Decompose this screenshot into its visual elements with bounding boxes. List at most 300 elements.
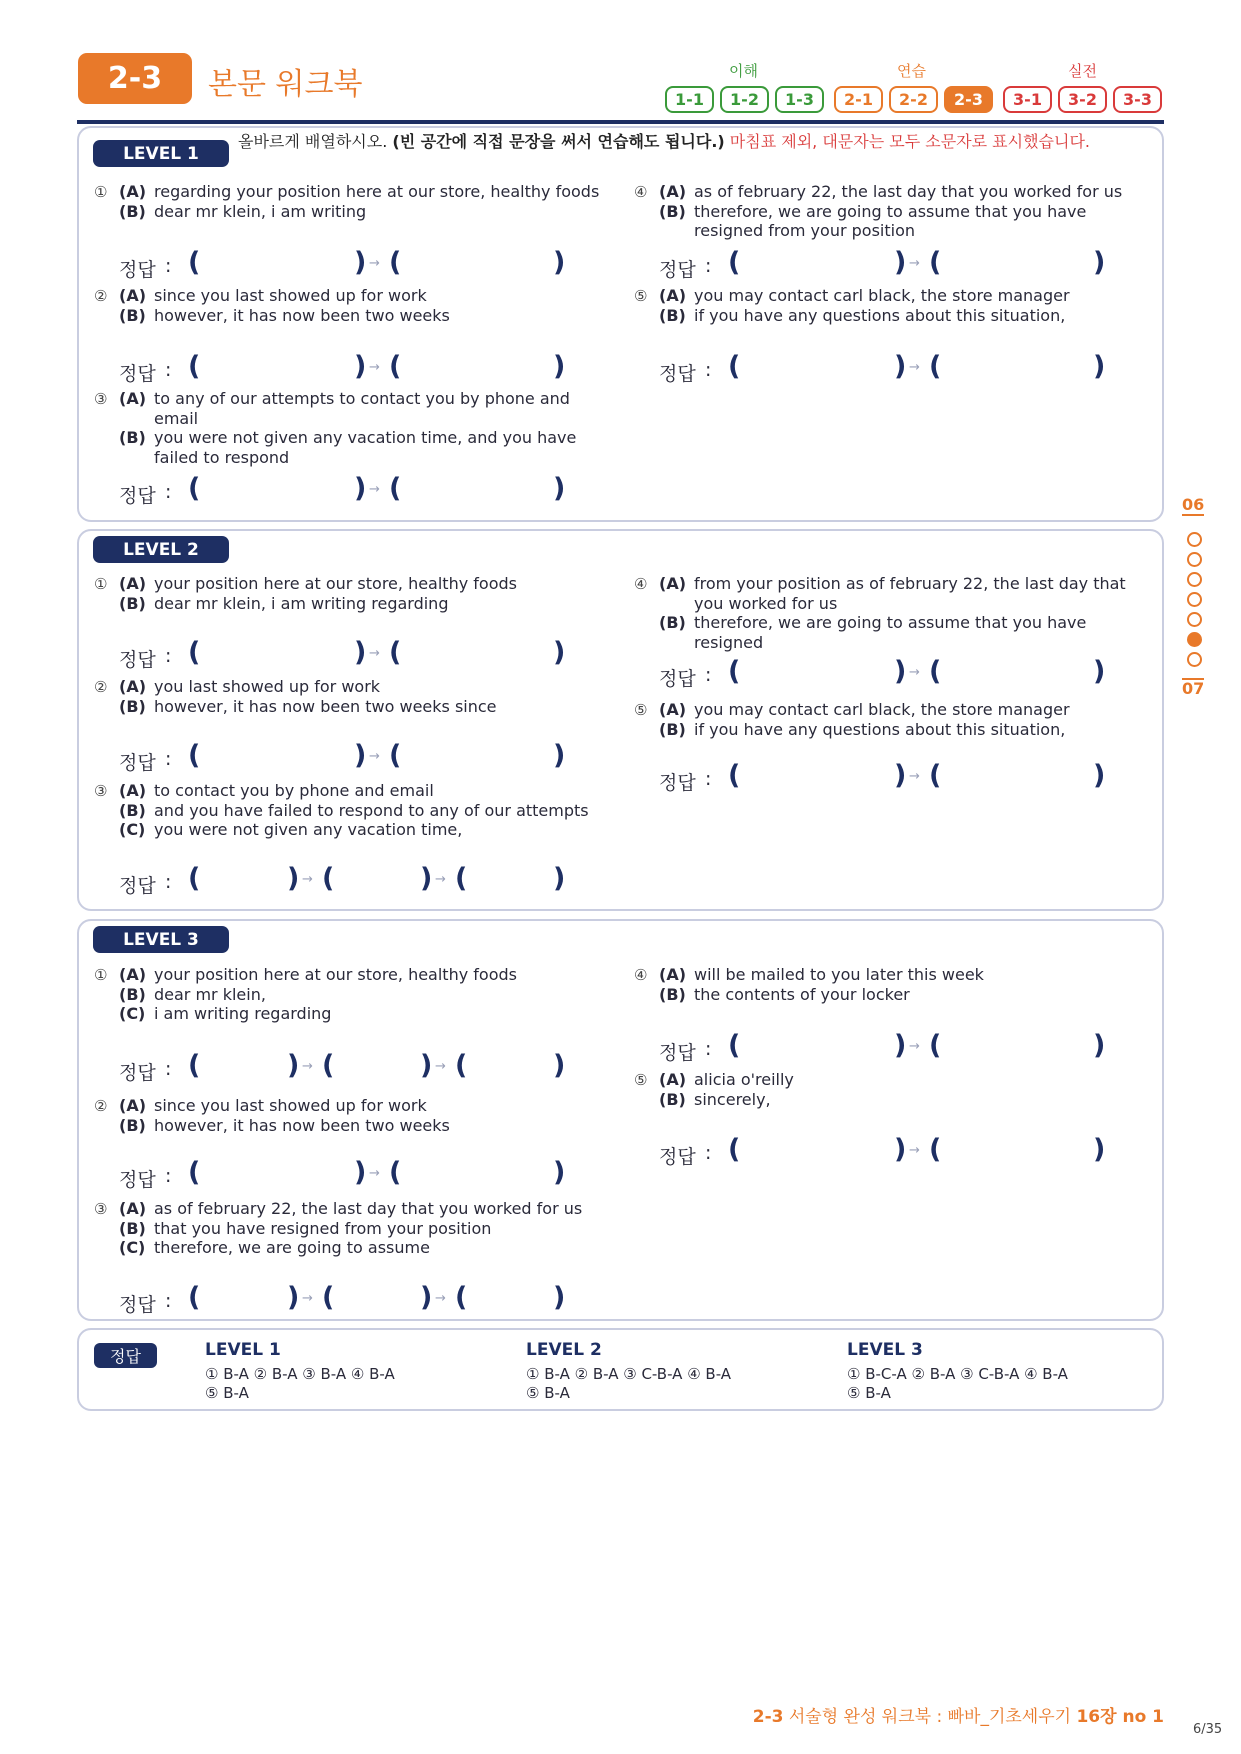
answer-colon: : (165, 1165, 172, 1187)
option-label: (A) (659, 965, 687, 984)
option-label: (B) (119, 800, 146, 820)
option-label: (A) (659, 574, 687, 593)
key-level2-title: LEVEL 2 (526, 1340, 602, 1360)
option-label: (B) (659, 613, 686, 632)
option-label: (B) (119, 1115, 146, 1135)
option-text: i am writing regarding (154, 1004, 332, 1023)
question-line (94, 428, 614, 467)
level2-question-2 (94, 677, 614, 716)
answer-blank-close[interactable]: ) (354, 247, 367, 278)
question-line (94, 1199, 614, 1219)
question-line (94, 594, 614, 614)
side-progress-end: 07 (1182, 679, 1205, 698)
page-number: 6/35 (1193, 1722, 1223, 1737)
question-line (94, 1238, 614, 1258)
option-text: you last showed up for work (154, 677, 381, 696)
option-label: (B) (119, 201, 146, 221)
answer-colon: : (165, 481, 172, 503)
answer-label: 정답 (659, 1042, 696, 1064)
answer-colon: : (165, 645, 172, 667)
answer-label: 정답 (119, 1294, 156, 1316)
option-text: since you last showed up for work (154, 286, 427, 305)
answer-label: 정답 (119, 259, 156, 281)
level2-answer-row-3 (119, 863, 619, 897)
option-label: (B) (119, 696, 146, 716)
answer-blank-close[interactable]: ) (553, 247, 566, 278)
level3-question-5 (634, 1070, 1154, 1109)
option-text: dear mr klein, i am writing regarding (154, 593, 449, 613)
arrow-icon: → (369, 1166, 380, 1181)
arrow-icon: → (909, 1143, 920, 1158)
option-text: and you have failed to respond to any of our attempts (154, 800, 589, 820)
level1-answer-row-3 (119, 473, 619, 507)
option-label: (B) (119, 428, 146, 447)
question-line (94, 965, 614, 985)
key-level1-title: LEVEL 1 (205, 1340, 281, 1360)
answer-blank-open[interactable]: ( (929, 351, 942, 382)
group-label-practice: 연습 (897, 62, 926, 80)
answer-blank-open[interactable]: ( (188, 1282, 201, 1313)
answer-blank-open[interactable]: ( (455, 1050, 468, 1081)
answer-blank-close[interactable]: ) (1093, 656, 1106, 687)
tab-3-1[interactable]: 3-1 (1003, 86, 1052, 113)
question-number: ① (94, 183, 108, 201)
question-line (94, 697, 614, 717)
option-text: however, it has now been two weeks since (154, 696, 497, 716)
answer-blank-open[interactable]: ( (188, 247, 201, 278)
answer-blank-open[interactable]: ( (728, 1134, 741, 1165)
level1-answer-row-4 (659, 247, 1159, 281)
option-text: as of february 22, the last day that you worked for us (694, 182, 1123, 201)
question-number: ⑤ (634, 701, 648, 719)
level3-answer-row-4 (659, 1030, 1159, 1064)
question-line (94, 389, 614, 428)
key-line: ① B-C-A ② B-A ③ C-B-A ④ B-A (847, 1365, 1068, 1383)
question-line (94, 801, 614, 821)
progress-dot (1187, 572, 1202, 587)
answer-blank-close[interactable]: ) (354, 473, 367, 504)
answer-blank-open[interactable]: ( (188, 637, 201, 668)
option-label: (A) (119, 389, 147, 408)
question-number: ② (94, 287, 108, 305)
option-text: your position here at our store, healthy foods (154, 574, 517, 593)
question-line (634, 306, 1154, 326)
answer-blank-open[interactable]: ( (389, 351, 402, 382)
option-text: dear mr klein, (154, 984, 266, 1004)
instruction (238, 132, 1143, 152)
option-text: therefore, we are going to assume that you have resigned (694, 613, 1087, 652)
answer-blank-close[interactable]: ) (354, 740, 367, 771)
answer-blank-close[interactable]: ) (354, 351, 367, 382)
answer-key-badge: 정답 (94, 1343, 157, 1368)
answer-blank-close[interactable]: ) (894, 247, 907, 278)
option-text: dear mr klein, i am writing (154, 201, 367, 221)
answer-colon: : (705, 664, 712, 686)
answer-label: 정답 (659, 668, 696, 690)
level2-answer-row-5 (659, 760, 1159, 794)
answer-label: 정답 (119, 875, 156, 897)
answer-colon: : (705, 359, 712, 381)
arrow-icon: → (909, 665, 920, 680)
instruction-note: 마침표 제외, 대문자는 모두 소문자로 표시했습니다. (724, 132, 1090, 151)
answer-colon: : (705, 255, 712, 277)
group-label-real: 실전 (1068, 62, 1097, 80)
arrow-icon: → (909, 360, 920, 375)
question-number: ③ (94, 1200, 108, 1218)
question-line (94, 1004, 614, 1024)
level3-question-2 (94, 1096, 614, 1135)
level1-answer-row-1 (119, 247, 619, 281)
question-number: ② (94, 678, 108, 696)
answer-blank-open[interactable]: ( (929, 1134, 942, 1165)
tab-2-2[interactable]: 2-2 (889, 86, 938, 113)
level2-question-5 (634, 700, 1154, 739)
option-text: if you have any questions about this situation, (694, 305, 1066, 325)
answer-blank-open[interactable]: ( (322, 863, 335, 894)
footer-chapter: 16장 no 1 (1076, 1707, 1164, 1727)
question-number: ③ (94, 782, 108, 800)
answer-blank-open[interactable]: ( (389, 740, 402, 771)
option-label: (A) (659, 1070, 687, 1089)
level3-answer-row-1 (119, 1050, 619, 1084)
question-line (634, 700, 1154, 720)
answer-blank-close[interactable]: ) (894, 656, 907, 687)
option-label: (A) (659, 286, 687, 305)
question-line (94, 286, 614, 306)
progress-dot (1187, 592, 1202, 607)
question-number: ④ (634, 183, 648, 201)
side-progress-start: 06 (1182, 495, 1205, 514)
option-label: (B) (659, 201, 686, 221)
tab-2-1[interactable]: 2-1 (834, 86, 883, 113)
arrow-icon: → (369, 360, 380, 375)
question-line (94, 677, 614, 697)
answer-blank-close[interactable]: ) (553, 351, 566, 382)
answer-label: 정답 (119, 485, 156, 507)
question-number: ② (94, 1097, 108, 1115)
answer-blank-open[interactable]: ( (728, 760, 741, 791)
option-label: (B) (659, 305, 686, 325)
key-level1-answers (205, 1365, 495, 1403)
tab-2-3[interactable]: 2-3 (944, 86, 993, 113)
answer-blank-close[interactable]: ) (553, 1050, 566, 1081)
question-number: ④ (634, 575, 648, 593)
answer-blank-open[interactable]: ( (188, 863, 201, 894)
option-label: (B) (119, 305, 146, 325)
answer-blank-close[interactable]: ) (1093, 1030, 1106, 1061)
option-text: you may contact carl black, the store manager (694, 286, 1070, 305)
question-line (94, 781, 614, 801)
tab-3-3[interactable]: 3-3 (1113, 86, 1162, 113)
question-line (634, 985, 1154, 1005)
option-text: that you have resigned from your position (154, 1218, 492, 1238)
arrow-icon: → (435, 1291, 446, 1306)
question-line (634, 1090, 1154, 1110)
answer-blank-open[interactable]: ( (389, 637, 402, 668)
answer-blank-close[interactable]: ) (894, 351, 907, 382)
question-line (634, 720, 1154, 740)
level2-answer-row-2 (119, 740, 619, 774)
key-line: ① B-A ② B-A ③ B-A ④ B-A (205, 1365, 395, 1383)
option-label: (A) (659, 700, 687, 719)
answer-colon: : (165, 1290, 172, 1312)
option-label: (A) (119, 677, 147, 696)
question-number: ⑤ (634, 1071, 648, 1089)
question-line (634, 965, 1154, 985)
instruction-main: 올바르게 배열하시오. (238, 132, 393, 151)
answer-blank-close[interactable]: ) (553, 1157, 566, 1188)
option-text: alicia o'reilly (694, 1070, 794, 1089)
answer-blank-close[interactable]: ) (287, 1050, 300, 1081)
header-divider (77, 120, 1164, 124)
question-line (634, 182, 1154, 202)
level2-badge: LEVEL 2 (93, 536, 229, 563)
progress-dot (1187, 532, 1202, 547)
option-text: will be mailed to you later this week (694, 965, 984, 984)
option-text: therefore, we are going to assume that you have resigned from your position (694, 201, 1087, 240)
answer-label: 정답 (119, 649, 156, 671)
option-label: (B) (119, 984, 146, 1004)
question-line (94, 985, 614, 1005)
level3-question-3 (94, 1199, 614, 1258)
question-number: ① (94, 575, 108, 593)
answer-colon: : (165, 359, 172, 381)
question-number: ① (94, 966, 108, 984)
question-line (94, 1219, 614, 1239)
level1-question-5 (634, 286, 1154, 325)
answer-blank-open[interactable]: ( (188, 473, 201, 504)
level1-question-1 (94, 182, 614, 221)
level1-answer-row-5 (659, 351, 1159, 385)
option-text: therefore, we are going to assume (154, 1238, 430, 1257)
progress-dot (1187, 552, 1202, 567)
option-text: however, it has now been two weeks (154, 1115, 450, 1135)
answer-colon: : (705, 768, 712, 790)
level1-question-3 (94, 389, 614, 467)
question-line (634, 286, 1154, 306)
answer-blank-open[interactable]: ( (728, 247, 741, 278)
answer-blank-open[interactable]: ( (929, 247, 942, 278)
option-label: (B) (659, 719, 686, 739)
arrow-icon: → (302, 872, 313, 887)
answer-blank-close[interactable]: ) (287, 863, 300, 894)
answer-blank-open[interactable]: ( (188, 1157, 201, 1188)
answer-blank-open[interactable]: ( (389, 473, 402, 504)
arrow-icon: → (369, 482, 380, 497)
answer-colon: : (165, 748, 172, 770)
option-label: (A) (119, 574, 147, 593)
level2-question-3 (94, 781, 614, 840)
arrow-icon: → (909, 256, 920, 271)
question-line (94, 306, 614, 326)
answer-blank-close[interactable]: ) (1093, 1134, 1106, 1165)
option-label: (C) (119, 1238, 146, 1257)
answer-label: 정답 (119, 752, 156, 774)
answer-label: 정답 (119, 363, 156, 385)
progress-dot (1187, 652, 1202, 667)
option-label: (A) (119, 286, 147, 305)
instruction-paren: (빈 공간에 직접 문장을 써서 연습해도 됩니다.) (392, 132, 725, 151)
answer-blank-open[interactable]: ( (188, 351, 201, 382)
answer-blank-open[interactable]: ( (322, 1282, 335, 1313)
arrow-icon: → (909, 1039, 920, 1054)
footer-code: 2-3 (752, 1707, 784, 1727)
arrow-icon: → (302, 1291, 313, 1306)
level2-answer-row-4 (659, 656, 1159, 690)
question-line (94, 202, 614, 222)
answer-blank-open[interactable]: ( (455, 1282, 468, 1313)
answer-colon: : (165, 255, 172, 277)
answer-blank-open[interactable]: ( (929, 656, 942, 687)
answer-colon: : (705, 1038, 712, 1060)
option-text: the contents of your locker (694, 984, 910, 1004)
answer-colon: : (705, 1142, 712, 1164)
arrow-icon: → (302, 1059, 313, 1074)
level3-answer-row-5 (659, 1134, 1159, 1168)
question-line (634, 202, 1154, 241)
answer-blank-close[interactable]: ) (420, 863, 433, 894)
level3-question-4 (634, 965, 1154, 1004)
level3-answer-row-3 (119, 1282, 619, 1316)
key-line: ⑤ B-A (205, 1384, 249, 1402)
level3-answer-row-2 (119, 1157, 619, 1191)
option-text: you were not given any vacation time, (154, 820, 463, 839)
answer-blank-open[interactable]: ( (728, 351, 741, 382)
answer-blank-open[interactable]: ( (188, 740, 201, 771)
answer-blank-close[interactable]: ) (553, 637, 566, 668)
question-line (634, 1070, 1154, 1090)
question-line (94, 182, 614, 202)
option-text: since you last showed up for work (154, 1096, 427, 1115)
option-text: regarding your position here at our store, healthy foods (154, 182, 600, 201)
question-line (94, 1116, 614, 1136)
tab-1-1[interactable]: 1-1 (665, 86, 714, 113)
answer-blank-close[interactable]: ) (1093, 760, 1106, 791)
answer-label: 정답 (119, 1169, 156, 1191)
answer-blank-close[interactable]: ) (894, 1134, 907, 1165)
answer-blank-close[interactable]: ) (420, 1282, 433, 1313)
level3-badge: LEVEL 3 (93, 926, 229, 953)
answer-blank-open[interactable]: ( (929, 1030, 942, 1061)
question-line (94, 1096, 614, 1116)
answer-blank-close[interactable]: ) (1093, 247, 1106, 278)
tab-3-2[interactable]: 3-2 (1058, 86, 1107, 113)
answer-blank-close[interactable]: ) (553, 1282, 566, 1313)
answer-blank-open[interactable]: ( (455, 863, 468, 894)
option-text: you were not given any vacation time, and you have failed to respond (154, 428, 577, 467)
answer-blank-open[interactable]: ( (728, 1030, 741, 1061)
option-label: (C) (119, 1004, 146, 1023)
key-line: ① B-A ② B-A ③ C-B-A ④ B-A (526, 1365, 732, 1383)
option-label: (A) (119, 1096, 147, 1115)
answer-blank-open[interactable]: ( (728, 656, 741, 687)
key-line: ⑤ B-A (526, 1384, 570, 1402)
arrow-icon: → (369, 646, 380, 661)
footer (753, 1702, 1164, 1727)
answer-blank-close[interactable]: ) (553, 740, 566, 771)
answer-blank-close[interactable]: ) (1093, 351, 1106, 382)
answer-blank-close[interactable]: ) (354, 637, 367, 668)
option-text: sincerely, (694, 1089, 771, 1109)
option-text: however, it has now been two weeks (154, 305, 450, 325)
question-line (634, 574, 1154, 613)
answer-label: 정답 (659, 772, 696, 794)
question-line (94, 574, 614, 594)
option-text: to contact you by phone and email (154, 781, 434, 800)
answer-blank-close[interactable]: ) (553, 473, 566, 504)
answer-blank-open[interactable]: ( (188, 1050, 201, 1081)
option-text: your position here at our store, healthy foods (154, 965, 517, 984)
option-text: to any of our attempts to contact you by phone and email (154, 389, 570, 428)
option-label: (A) (119, 781, 147, 800)
answer-label: 정답 (119, 1062, 156, 1084)
answer-blank-close[interactable]: ) (354, 1157, 367, 1188)
tab-1-2[interactable]: 1-2 (720, 86, 769, 113)
answer-label: 정답 (659, 363, 696, 385)
level1-question-4 (634, 182, 1154, 241)
arrow-icon: → (369, 256, 380, 271)
answer-blank-open[interactable]: ( (929, 760, 942, 791)
option-label: (B) (659, 1089, 686, 1109)
answer-colon: : (165, 871, 172, 893)
option-label: (A) (119, 1199, 147, 1218)
key-line: ⑤ B-A (847, 1384, 891, 1402)
option-text: as of february 22, the last day that you worked for us (154, 1199, 583, 1218)
level1-answer-row-2 (119, 351, 619, 385)
answer-blank-close[interactable]: ) (287, 1282, 300, 1313)
question-line (94, 820, 614, 840)
footer-text: 서술형 완성 워크북 : 빠바_기초세우기 (783, 1707, 1077, 1727)
question-line (634, 613, 1154, 652)
answer-blank-open[interactable]: ( (389, 247, 402, 278)
option-text: from your position as of february 22, the last day that you worked for us (694, 574, 1126, 613)
group-label-understanding: 이해 (729, 62, 758, 80)
arrow-icon: → (909, 769, 920, 784)
arrow-icon: → (435, 872, 446, 887)
answer-blank-close[interactable]: ) (553, 863, 566, 894)
section-badge: 2-3 (78, 53, 192, 104)
level3-question-1 (94, 965, 614, 1024)
level2-question-4 (634, 574, 1154, 652)
option-text: you may contact carl black, the store manager (694, 700, 1070, 719)
option-label: (A) (119, 965, 147, 984)
tab-1-3[interactable]: 1-3 (775, 86, 824, 113)
answer-label: 정답 (659, 1146, 696, 1168)
answer-label: 정답 (659, 259, 696, 281)
option-label: (B) (659, 984, 686, 1004)
answer-blank-close[interactable]: ) (894, 1030, 907, 1061)
level1-question-2 (94, 286, 614, 325)
answer-blank-close[interactable]: ) (894, 760, 907, 791)
option-label: (B) (119, 593, 146, 613)
answer-blank-open[interactable]: ( (322, 1050, 335, 1081)
option-text: if you have any questions about this situation, (694, 719, 1066, 739)
option-label: (A) (119, 182, 147, 201)
answer-colon: : (165, 1058, 172, 1080)
option-label: (A) (659, 182, 687, 201)
question-number: ⑤ (634, 287, 648, 305)
answer-blank-open[interactable]: ( (389, 1157, 402, 1188)
question-number: ④ (634, 966, 648, 984)
level1-badge: LEVEL 1 (93, 140, 229, 167)
level2-answer-row-1 (119, 637, 619, 671)
option-label: (C) (119, 820, 146, 839)
answer-blank-close[interactable]: ) (420, 1050, 433, 1081)
arrow-icon: → (369, 749, 380, 764)
question-number: ③ (94, 390, 108, 408)
key-level2-answers (526, 1365, 816, 1403)
progress-dot (1187, 612, 1202, 627)
